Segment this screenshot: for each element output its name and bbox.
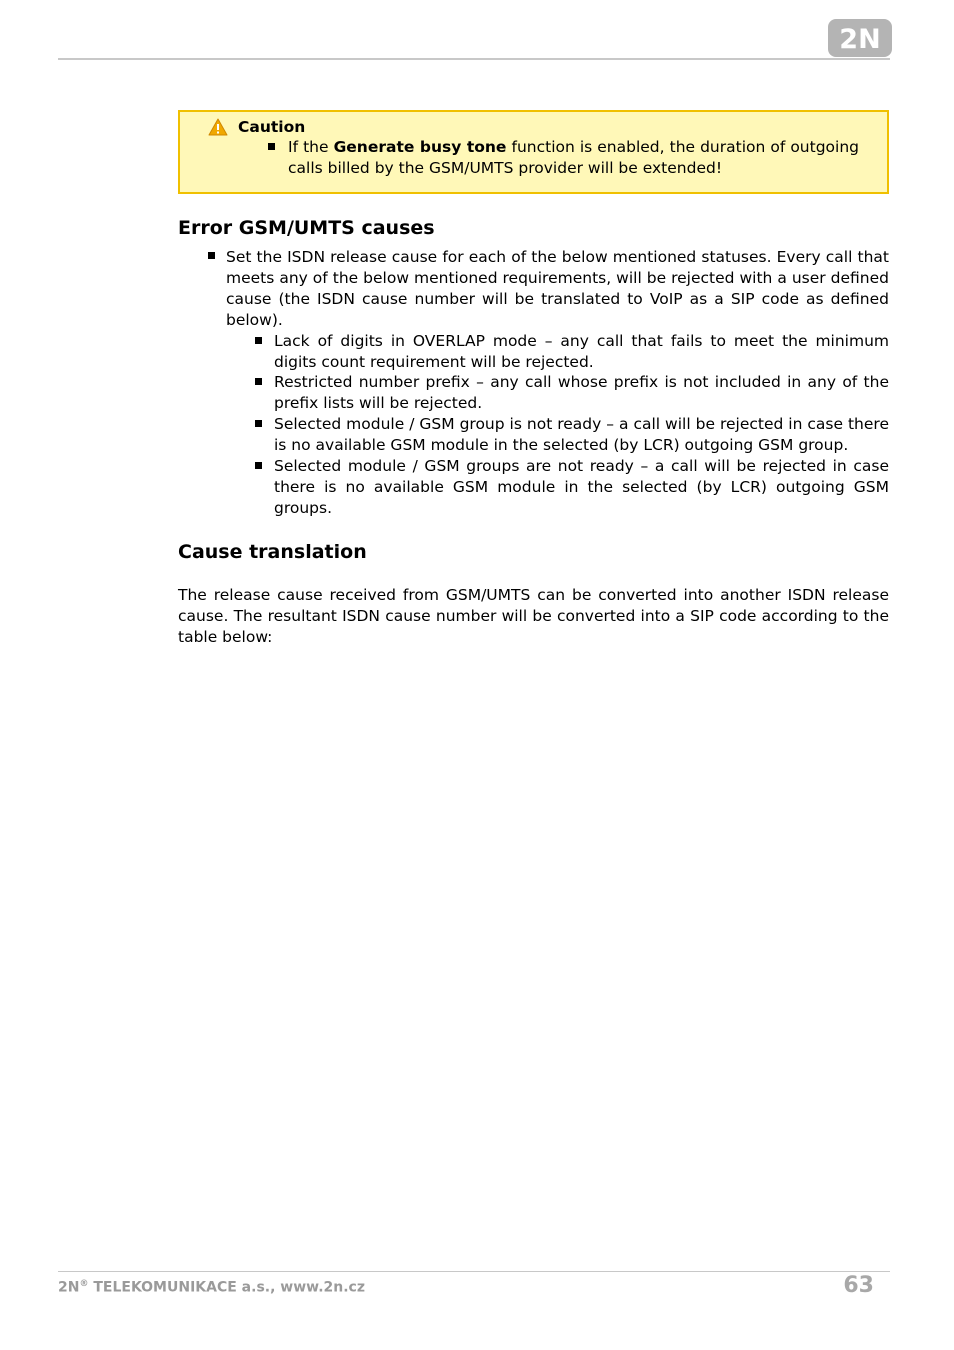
footer-divider: [58, 1271, 890, 1272]
caution-header: [208, 117, 859, 137]
page-number: 63: [843, 1273, 874, 1298]
bullet-icon: [268, 143, 275, 150]
caution-title: Caution: [238, 117, 306, 136]
header-divider: [58, 58, 890, 60]
list-item-text: Lack of digits in OVERLAP mode – any call that fails to meet the minimum digits count requirement will be rejected.: [274, 331, 889, 371]
logo-text: 2N: [839, 24, 881, 55]
footer-company-prefix: 2N: [58, 1279, 80, 1296]
list-item: [226, 331, 889, 373]
bullet-icon: [208, 252, 215, 259]
caution-text-strong: Generate busy tone: [333, 138, 507, 156]
list-item: [226, 456, 889, 519]
list-item-text: Selected module / GSM group is not ready – a call will be rejected in case there is no available GSM module in the selected (by LCR) outgoing GSM group.: [274, 415, 889, 455]
bullet-icon: [255, 337, 262, 344]
caution-text-after: function is enabled, the duration of outgoing calls billed by the GSM/UMTS provider will be extended!: [288, 138, 859, 177]
2n-logo: [828, 19, 892, 57]
caution-box: [178, 110, 889, 194]
bullet-icon: [255, 462, 262, 469]
list-item-text: Restricted number prefix – any call whose prefix is not included in any of the prefix lists will be rejected.: [274, 373, 889, 413]
footer-company-rest: TELEKOMUNIKACE a.s., www.2n.cz: [88, 1279, 365, 1296]
section-heading-errors: Error GSM/UMTS causes: [178, 217, 435, 239]
warning-triangle-icon: [208, 118, 228, 136]
bullet-icon: [255, 420, 262, 427]
section-heading-cause: Cause translation: [178, 540, 367, 563]
errors-intro: Set the ISDN release cause for each of the below mentioned statuses. Every call that meets any of the below mentioned requirements, will be rejected with a user defined cause (the ISDN cause number will be translated to VoIP as a SIP code as defined below).: [226, 248, 889, 329]
bullet-icon: [255, 378, 262, 385]
caution-text-before: If the: [288, 138, 329, 156]
cause-paragraph: The release cause received from GSM/UMTS can be converted into another ISDN release cause. The resultant ISDN cause number will be converted into a SIP code according to the table below:: [178, 585, 889, 646]
caution-item: [208, 137, 859, 179]
list-item-text: Selected module / GSM groups are not ready – a call will be rejected in case there is no available GSM module in the selected (by LCR) outgoing GSM groups.: [274, 457, 889, 517]
registered-mark: ®: [79, 1279, 89, 1289]
main-content: [178, 110, 889, 648]
footer-company: [58, 1279, 365, 1296]
list-item: [226, 372, 889, 414]
list-item: [178, 247, 889, 519]
list-item: [226, 414, 889, 456]
